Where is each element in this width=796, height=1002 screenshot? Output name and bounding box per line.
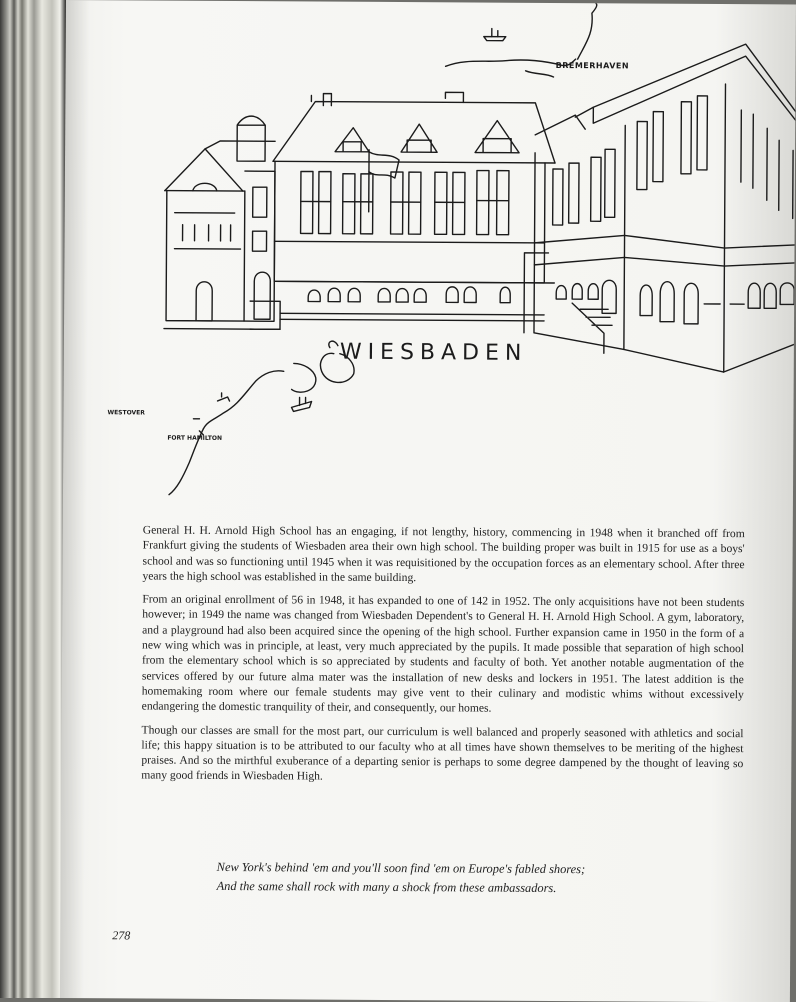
paragraph-expansion: From an original enrollment of 56 in 1948, it has expanded to one of 142 in 1952. The only acquisitions have not been students however; in 1949 the name was changed from Wiesbaden Dependent's to General H. H. Arnold High School. A gym, laboratory, and a playground had also been acquired since the opening of the high school. Further expansion came in 1950 in the form of a new wing which was in principle, at least, very much appreciated by the pupils. It made possible that separation of high school from the elementary school which is so appreciated by students and faculty of both. Yet another notable augmentation of the services offered by our future alma mater was the installation of new desks and lockers in 1951. The latest addition is the homemaking room where our female students may give vent to their culinary and modistic whims without excessively endangering the domestic tranquility of their, and consequently, our homes. [141,592,745,715]
page-number: 278 [112,928,131,943]
small-ship-icon [291,397,311,411]
ship-icon [484,29,506,41]
history-text [141,522,745,794]
westover-label: WESTOVER [107,409,145,417]
fort-hamilton-label: FORT HAMILTON [167,434,223,442]
paragraph-history: General H. H. Arnold High School has an engaging, if not lengthy, history, commencing in 1948 when it branched off from Frankfurt giving the students of Wiesbaden area their own high school. The building proper was built in 1915 for use as a boys' school and was so functioning until 1945 when it was requisitioned by the occupation forces as an elementary school. After three years the high school was established in the same building. [142,523,745,585]
wiesbaden-label: WIESBADEN [339,339,528,366]
book-spine [0,0,70,998]
verse-line-2: And the same shall rock with many a shock from these ambassadors. [216,878,557,896]
bremerhaven-label: BREMERHAVEN [555,60,630,71]
yearbook-page [60,0,796,1002]
closing-verse [217,858,697,899]
verse-line-1: New York's behind 'em and you'll soon find 'em on Europe's fabled shores; [216,859,586,877]
paragraph-curriculum: Though our classes are small for the most part, our curriculum is well balanced and properly seasoned with athletics and social life; this happy situation is to be attributed to our faculty who at all times have shown themselves to be meriting of the highest praises. And so the mirthful exuberance of a departing senior is perhaps to some degree dampened by the thought of leaving so many good friends in Wiesbaden High. [141,723,744,784]
